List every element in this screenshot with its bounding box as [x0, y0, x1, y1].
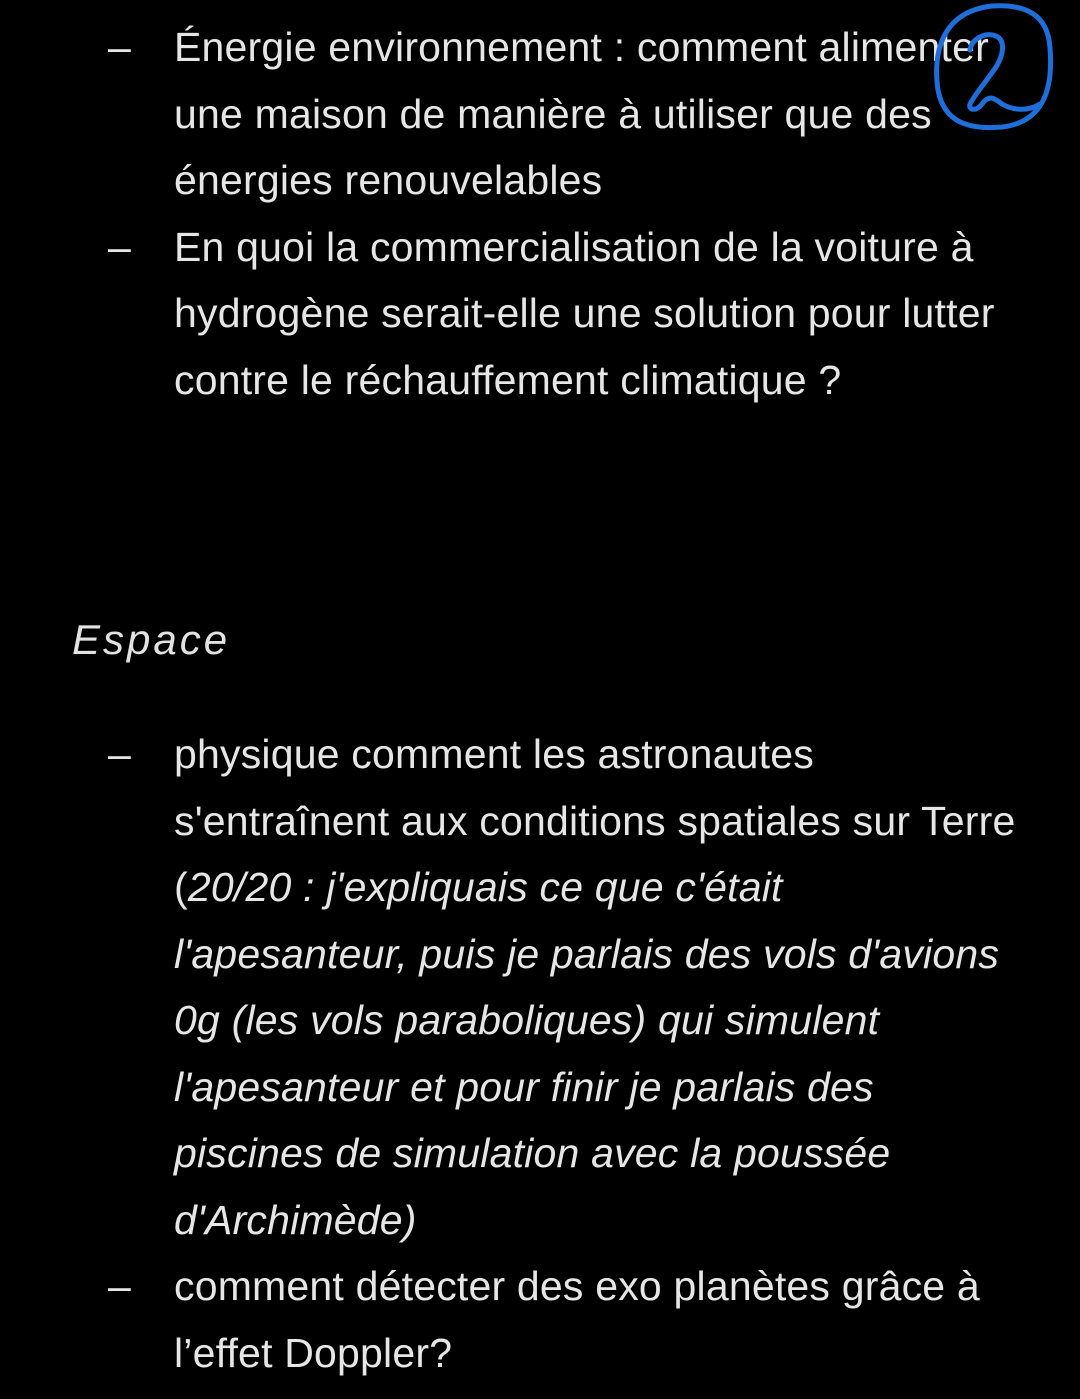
topic-list-energy	[0, 14, 1080, 413]
list-item-text: Énergie environnement : comment alimenter une maison de manière à utiliser que des énergies renouvelables	[174, 24, 989, 203]
dash-bullet: –	[108, 1263, 132, 1309]
list-item	[0, 214, 1080, 414]
list-item-text: En quoi la commercialisation de la voiture à hydrogène serait-elle une solution pour lutter contre le réchauffement climatique ?	[174, 223, 995, 403]
list-item	[0, 721, 1080, 1253]
list-item-text: comment détecter des exo planètes grâce à l’effet Doppler?	[174, 1263, 980, 1376]
list-item-text: physique comment les astronautes s'entraînent aux conditions spatiales sur Terre (	[174, 731, 1016, 910]
dash-bullet: –	[108, 731, 132, 777]
dash-bullet: –	[108, 24, 132, 70]
handwritten-circled-number-icon	[930, 0, 1055, 132]
topic-list-espace	[0, 721, 1080, 1386]
list-item-italic-comment: 20/20 : j'expliquais ce que c'était l'apesanteur, puis je parlais des vols d'avions 0g (les vols paraboliques) qui simulent l'apesanteur et pour finir je parlais des piscines de simulation avec la poussée d'Archimède)	[174, 864, 1000, 1243]
list-item	[0, 14, 1080, 214]
list-item	[0, 1253, 1080, 1386]
section-heading-espace: Espace	[72, 616, 231, 663]
dash-bullet: –	[108, 223, 132, 270]
